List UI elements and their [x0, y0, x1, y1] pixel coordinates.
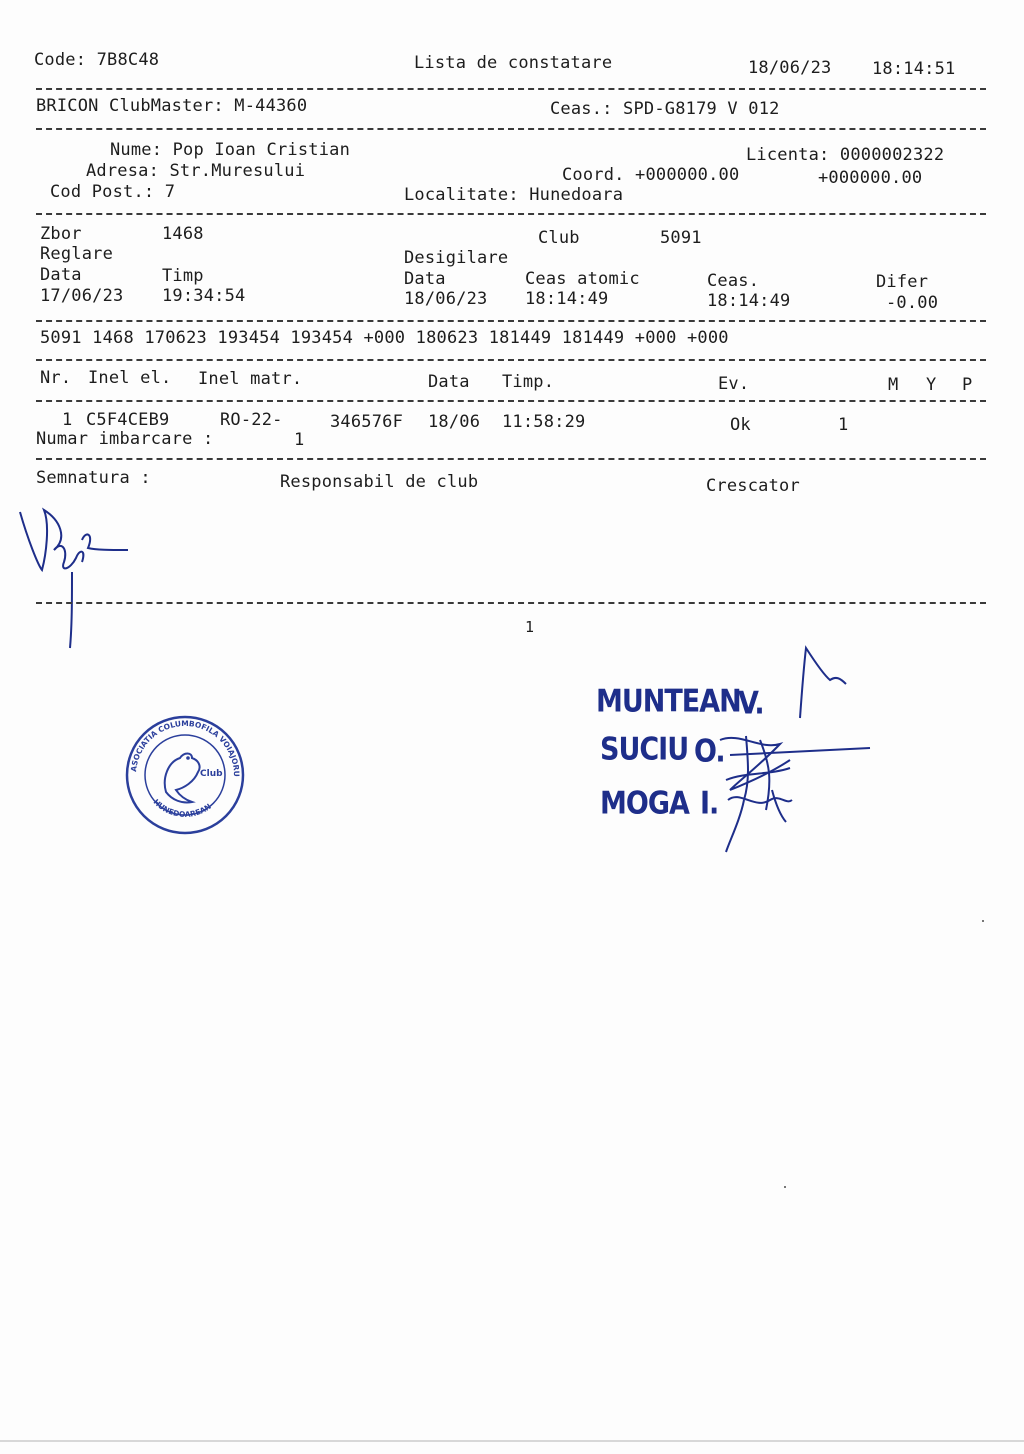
table-header-inel-matr: Inel matr. [198, 369, 303, 389]
divider [36, 458, 986, 460]
postal-code: Cod Post.: 7 [50, 182, 176, 202]
club-responsible-label: Responsabil de club [280, 472, 479, 492]
page-number: 1 [525, 618, 535, 636]
clock-time: 18:14:49 [707, 291, 791, 311]
table-header-ev: Ev. [718, 374, 750, 394]
document-title: Lista de constatare [414, 53, 613, 73]
divider [36, 602, 986, 604]
header-date: 18/06/23 [748, 58, 832, 78]
clock-id: Ceas.: SPD-G8179 V 012 [550, 99, 780, 119]
row-m: 1 [838, 415, 849, 435]
row-time: 11:58:29 [502, 412, 586, 432]
divider [36, 320, 986, 322]
time-difference: -0.00 [886, 293, 939, 313]
flight-number: 1468 [162, 224, 204, 244]
svg-text:ASOCIATIA COLUMBOFILA VOIAJORU: ASOCIATIA COLUMBOFILA VOIAJORUL [119, 705, 242, 777]
handwritten-signature-icon [10, 500, 140, 650]
page-edge [0, 1440, 1024, 1442]
col-header-data: Data [404, 269, 446, 289]
table-header-nr: Nr. [40, 368, 72, 388]
reglare-time: 19:34:54 [162, 286, 246, 306]
row-event: Ok [730, 415, 751, 435]
fancier-name: Nume: Pop Ioan Cristian [110, 140, 351, 160]
divider [36, 88, 986, 90]
signature-label: Semnatura : [36, 468, 151, 488]
col-header-ceas: Ceas. [707, 271, 760, 291]
table-header-m: M [888, 375, 899, 395]
table-header-p: P [962, 375, 973, 395]
row-inel-matr-number: 346576F [330, 412, 404, 432]
boarding-count-label: Numar imbarcare : [36, 429, 214, 449]
desigilare-date: 18/06/23 [404, 289, 488, 309]
table-header-y: Y [926, 375, 937, 395]
handwritten-initial-1: V. [738, 685, 764, 722]
desigilare-heading: Desigilare [404, 248, 509, 268]
table-header-data: Data [428, 372, 470, 392]
divider [36, 400, 986, 402]
handwritten-name-munteanu: MUNTEAN [596, 683, 741, 720]
locality: Localitate: Hunedoara [404, 185, 624, 205]
handwritten-name-moga: MOGA [600, 785, 689, 822]
atomic-clock-time: 18:14:49 [525, 289, 609, 309]
divider [36, 359, 986, 361]
speck [784, 1186, 786, 1188]
svg-text:HUNEDOAREAN: HUNEDOAREAN [151, 797, 213, 819]
breeder-label: Crescator [706, 476, 800, 496]
club-label: Club [538, 228, 580, 248]
reglare-heading: Reglare [40, 244, 114, 264]
handwritten-name-suciu: SUCIU [600, 731, 689, 768]
clubmaster-id: BRICON ClubMaster: M-44360 [36, 96, 308, 116]
table-header-timp: Timp. [502, 372, 555, 392]
document-code: Code: 7B8C48 [34, 50, 160, 70]
handwritten-initial-3: I. [700, 785, 719, 822]
license-number: Licenta: 0000002322 [746, 145, 945, 165]
table-header-inel-el: Inel el. [88, 368, 172, 388]
row-date: 18/06 [428, 412, 481, 432]
flight-label: Zbor [40, 224, 82, 244]
divider [36, 213, 986, 215]
divider [36, 128, 986, 130]
header-time: 18:14:51 [872, 59, 956, 79]
club-stamp-icon [119, 705, 248, 838]
coordinates-lat: Coord. +000000.00 [562, 165, 740, 185]
col-header-timp: Timp [162, 266, 204, 286]
stamp-center-text: Club [200, 769, 223, 779]
committee-signatures-icon [700, 640, 890, 860]
col-header-difer: Difer [876, 272, 929, 292]
handwritten-initial-2: O. [694, 733, 725, 770]
row-inel-el: C5F4CEB9 [86, 410, 170, 430]
fancier-address: Adresa: Str.Muresului [86, 161, 306, 181]
speck [982, 920, 984, 922]
club-number: 5091 [660, 228, 702, 248]
col-header-data: Data [40, 265, 82, 285]
reglare-date: 17/06/23 [40, 286, 124, 306]
row-inel-matr-prefix: RO-22- [220, 410, 283, 430]
row-nr: 1 [62, 410, 73, 430]
coordinates-lon: +000000.00 [818, 168, 923, 188]
encoded-record-line: 5091 1468 170623 193454 193454 +000 180623 181449 181449 +000 +000 [40, 328, 729, 348]
boarding-count-value: 1 [294, 430, 305, 450]
col-header-ceas-atomic: Ceas atomic [525, 269, 640, 289]
